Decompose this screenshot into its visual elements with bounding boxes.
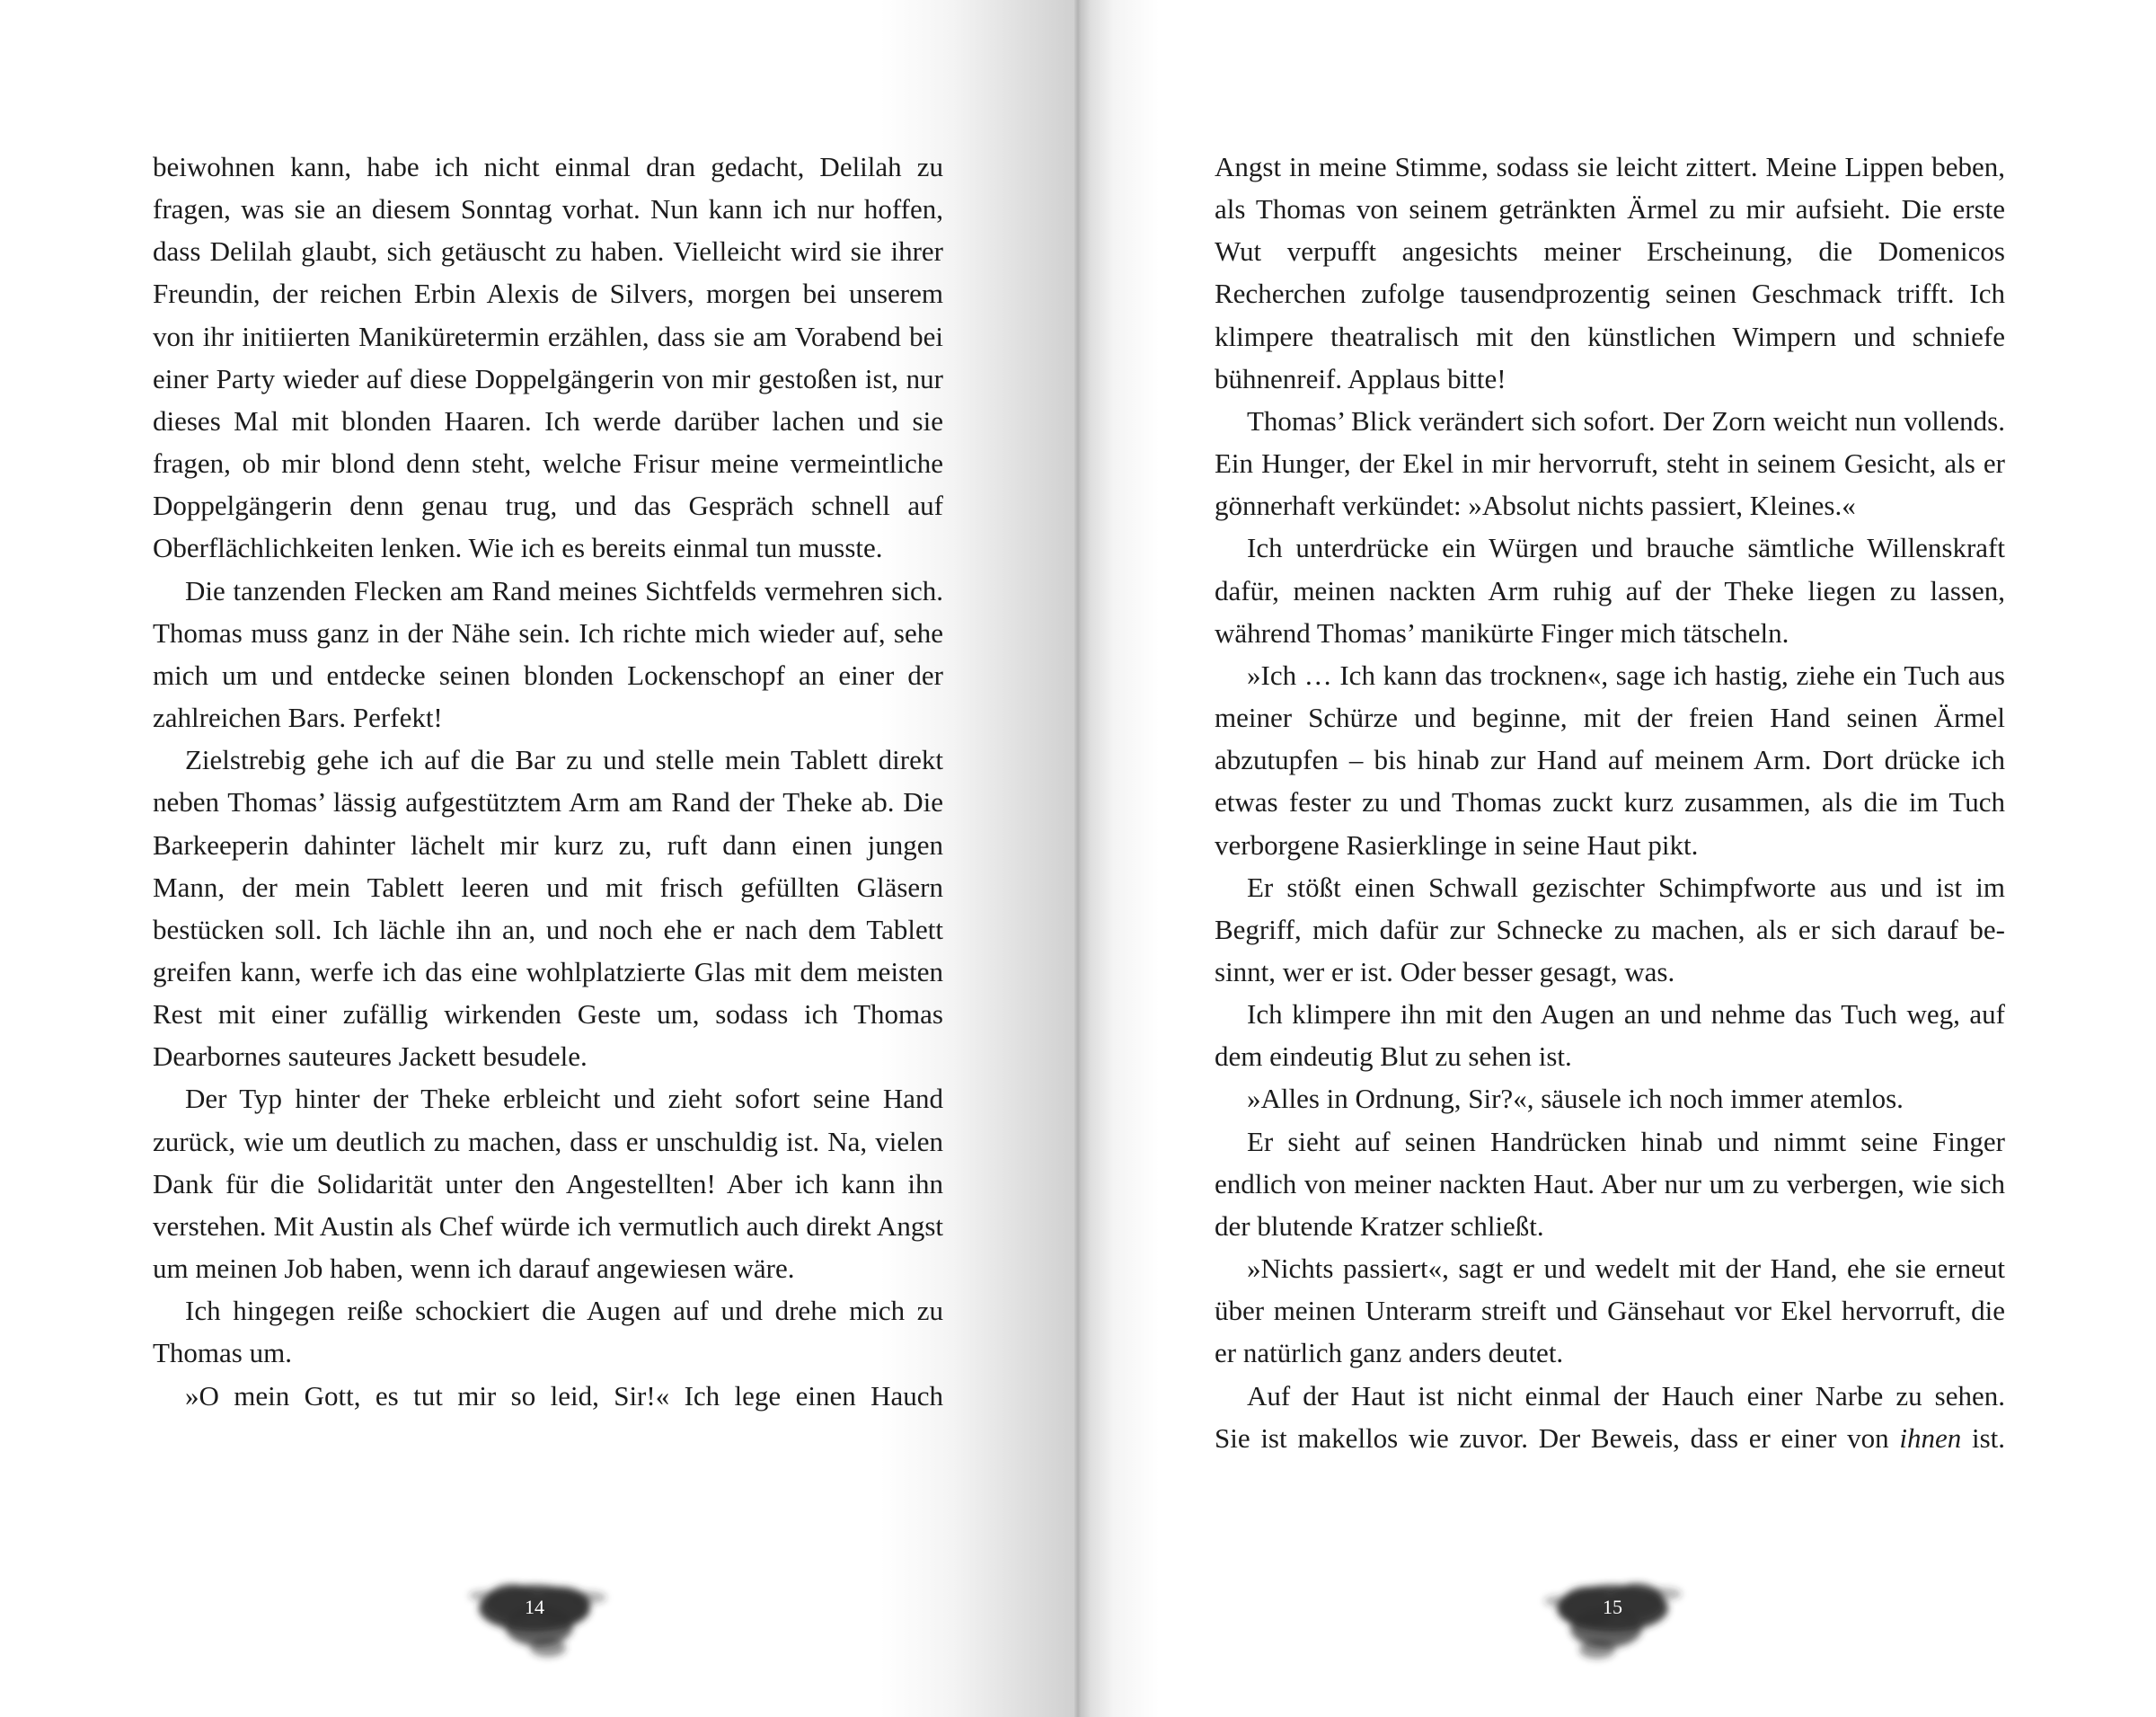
right-paragraph-3: Ich unterdrücke ein Würgen und brauche sämtliche Willenskraft dafür, meinen nackten Arm ruhig auf der Theke liegen zu lassen, während Thomas’ manikürte Finger mich tätscheln. — [1215, 532, 2005, 649]
left-paragraph-4: Der Typ hinter der Theke erbleicht und zieht sofort seine Hand zurück, wie um deutlich zu machen, dass er unschuldig ist. Na, vielen Dank für die Solidarität unter den Angestellten! Aber ich kann ihn verstehen. Mit Austin als Chef würde ich vermutlich auch direkt Angst um meinen Job haben, wenn ich darauf angewiesen wäre. — [153, 1083, 943, 1285]
right-text-before-emphasis: Sie ist makellos wie zuvor. Der Beweis, dass er einer von — [1215, 1421, 1900, 1454]
right-page-text — [1215, 146, 2005, 1459]
right-page-number — [1527, 1562, 1698, 1669]
left-page-number — [449, 1562, 620, 1669]
left-paragraph-6: »O mein Gott, es tut mir so leid, Sir!« Ich lege einen Hauch — [185, 1379, 943, 1412]
right-paragraph-10: Auf der Haut ist nicht einmal der Hauch einer Narbe zu sehen. — [1247, 1379, 2005, 1412]
right-paragraph-2: Thomas’ Blick verändert sich sofort. Der Zorn weicht nun vollends. Ein Hunger, der Ekel in mir hervorruft, steht in seinem Gesicht, als er gönnerhaft verkündet: »Absolut nichts passiert, Kleines.« — [1215, 404, 2005, 522]
right-paragraph-8: Er sieht auf seinen Handrücken hinab und nimmt seine Finger endlich von meiner nackten Haut. Aber nur um zu verbergen, wie sich der blutende Kratzer schließt. — [1215, 1125, 2005, 1242]
right-paragraph-7: »Alles in Ordnung, Sir?«, säusele ich noch immer atemlos. — [1247, 1083, 1904, 1115]
right-page — [1078, 0, 2156, 1717]
book-gutter — [1074, 0, 1082, 1717]
left-paragraph-1: beiwohnen kann, habe ich nicht einmal dran gedacht, Delilah zu fragen, was sie an diesem Sonntag vorhat. Nun kann ich nur hoffen, dass Delilah glaubt, sich getäuscht zu haben. Vielleicht wird sie ihrer Freundin, der reichen Erbin Alexis de Silvers, morgen bei unserem von ihr initiierten Maniküretermin erzählen, dass sie am Vorabend bei einer Party wieder auf diese Doppelgängerin von mir gestoßen ist, nur dieses Mal mit blonden Haaren. Ich werde darüber lachen und sie fragen, ob mir blond denn steht, welche Frisur meine vermeintliche Doppelgängerin denn genau trug, und das Gespräch schnell auf Oberflächlichkeiten lenken. Wie ich es bereits einmal tun musste. — [153, 151, 943, 564]
left-paragraph-2: Die tanzenden Flecken am Rand meines Sichtfelds vermehren sich. Thomas muss ganz in der Nähe sein. Ich richte mich wieder auf, sehe mich um und entdecke seinen blonden Lockenschopf an einer der zahlreichen Bars. Perfekt! — [153, 574, 943, 734]
left-page-text — [153, 146, 943, 1417]
left-page-number-text: 14 — [525, 1596, 544, 1618]
left-paragraph-3: Zielstrebig gehe ich auf die Bar zu und stelle mein Tablett direkt neben Thomas’ lässig aufgestütztem Arm am Rand der Theke ab. Die Barkeeperin dahinter lächelt mir kurz zu, ruft dann einen jungen Mann, der mein Tablett leeren und mit frisch gefüllten Gläsern bestücken soll. Ich lächle ihn an, und noch ehe er nach dem Tablett greifen kann, werfe ich das eine wohlplatzierte Glas mit dem meisten Rest mit einer zufällig wirkenden Geste um, sodass ich Thomas Dearbornes sauteures Jackett besudele. — [153, 744, 943, 1073]
right-paragraph-1: Angst in meine Stimme, sodass sie leicht zittert. Meine Lippen beben, als Thomas von seinem getränkten Ärmel zu mir aufsieht. Die erste Wut verpufft angesichts meiner Erscheinung, die Domenicos Recherchen zufolge tausendprozentig seinen Geschmack trifft. Ich klimpere theatralisch mit den künstlichen Wimpern und schniefe bühnenreif. Applaus bitte! — [1215, 151, 2005, 394]
right-paragraph-9: »Nichts passiert«, sagt er und wedelt mit der Hand, ehe sie erneut über meinen Unterarm streift und Gänsehaut vor Ekel hervorruft, die er natürlich ganz anders deutet. — [1215, 1252, 2005, 1369]
right-paragraph-6: Ich klimpere ihn mit den Augen an und nehme das Tuch weg, auf dem eindeutig Blut zu sehen ist. — [1215, 998, 2005, 1073]
right-emphasis: ihnen — [1899, 1421, 1962, 1454]
right-page-number-text: 15 — [1603, 1596, 1622, 1618]
right-text-after-emphasis: ist. — [1961, 1421, 2005, 1454]
right-paragraph-4: »Ich … Ich kann das trocknen«, sage ich hastig, ziehe ein Tuch aus meiner Schürze und beginne, mit der freien Hand seinen Ärmel abzutupfen – bis hinab zur Hand auf meinem Arm. Dort drücke ich etwas fester zu und Thomas zuckt kurz zusammen, als die im Tuch verborgene Rasierklinge in seine Haut pikt. — [1215, 659, 2005, 861]
right-paragraph-10-continued — [1215, 1417, 2005, 1459]
left-paragraph-5: Ich hingegen reiße schockiert die Augen auf und drehe mich zu Thomas um. — [153, 1295, 943, 1369]
right-paragraph-5: Er stößt einen Schwall gezischter Schimpfworte aus und ist im Begriff, mich dafür zur Schnecke zu machen, als er sich darauf besinnt, wer er ist. Oder besser gesagt, was. — [1215, 871, 2005, 987]
